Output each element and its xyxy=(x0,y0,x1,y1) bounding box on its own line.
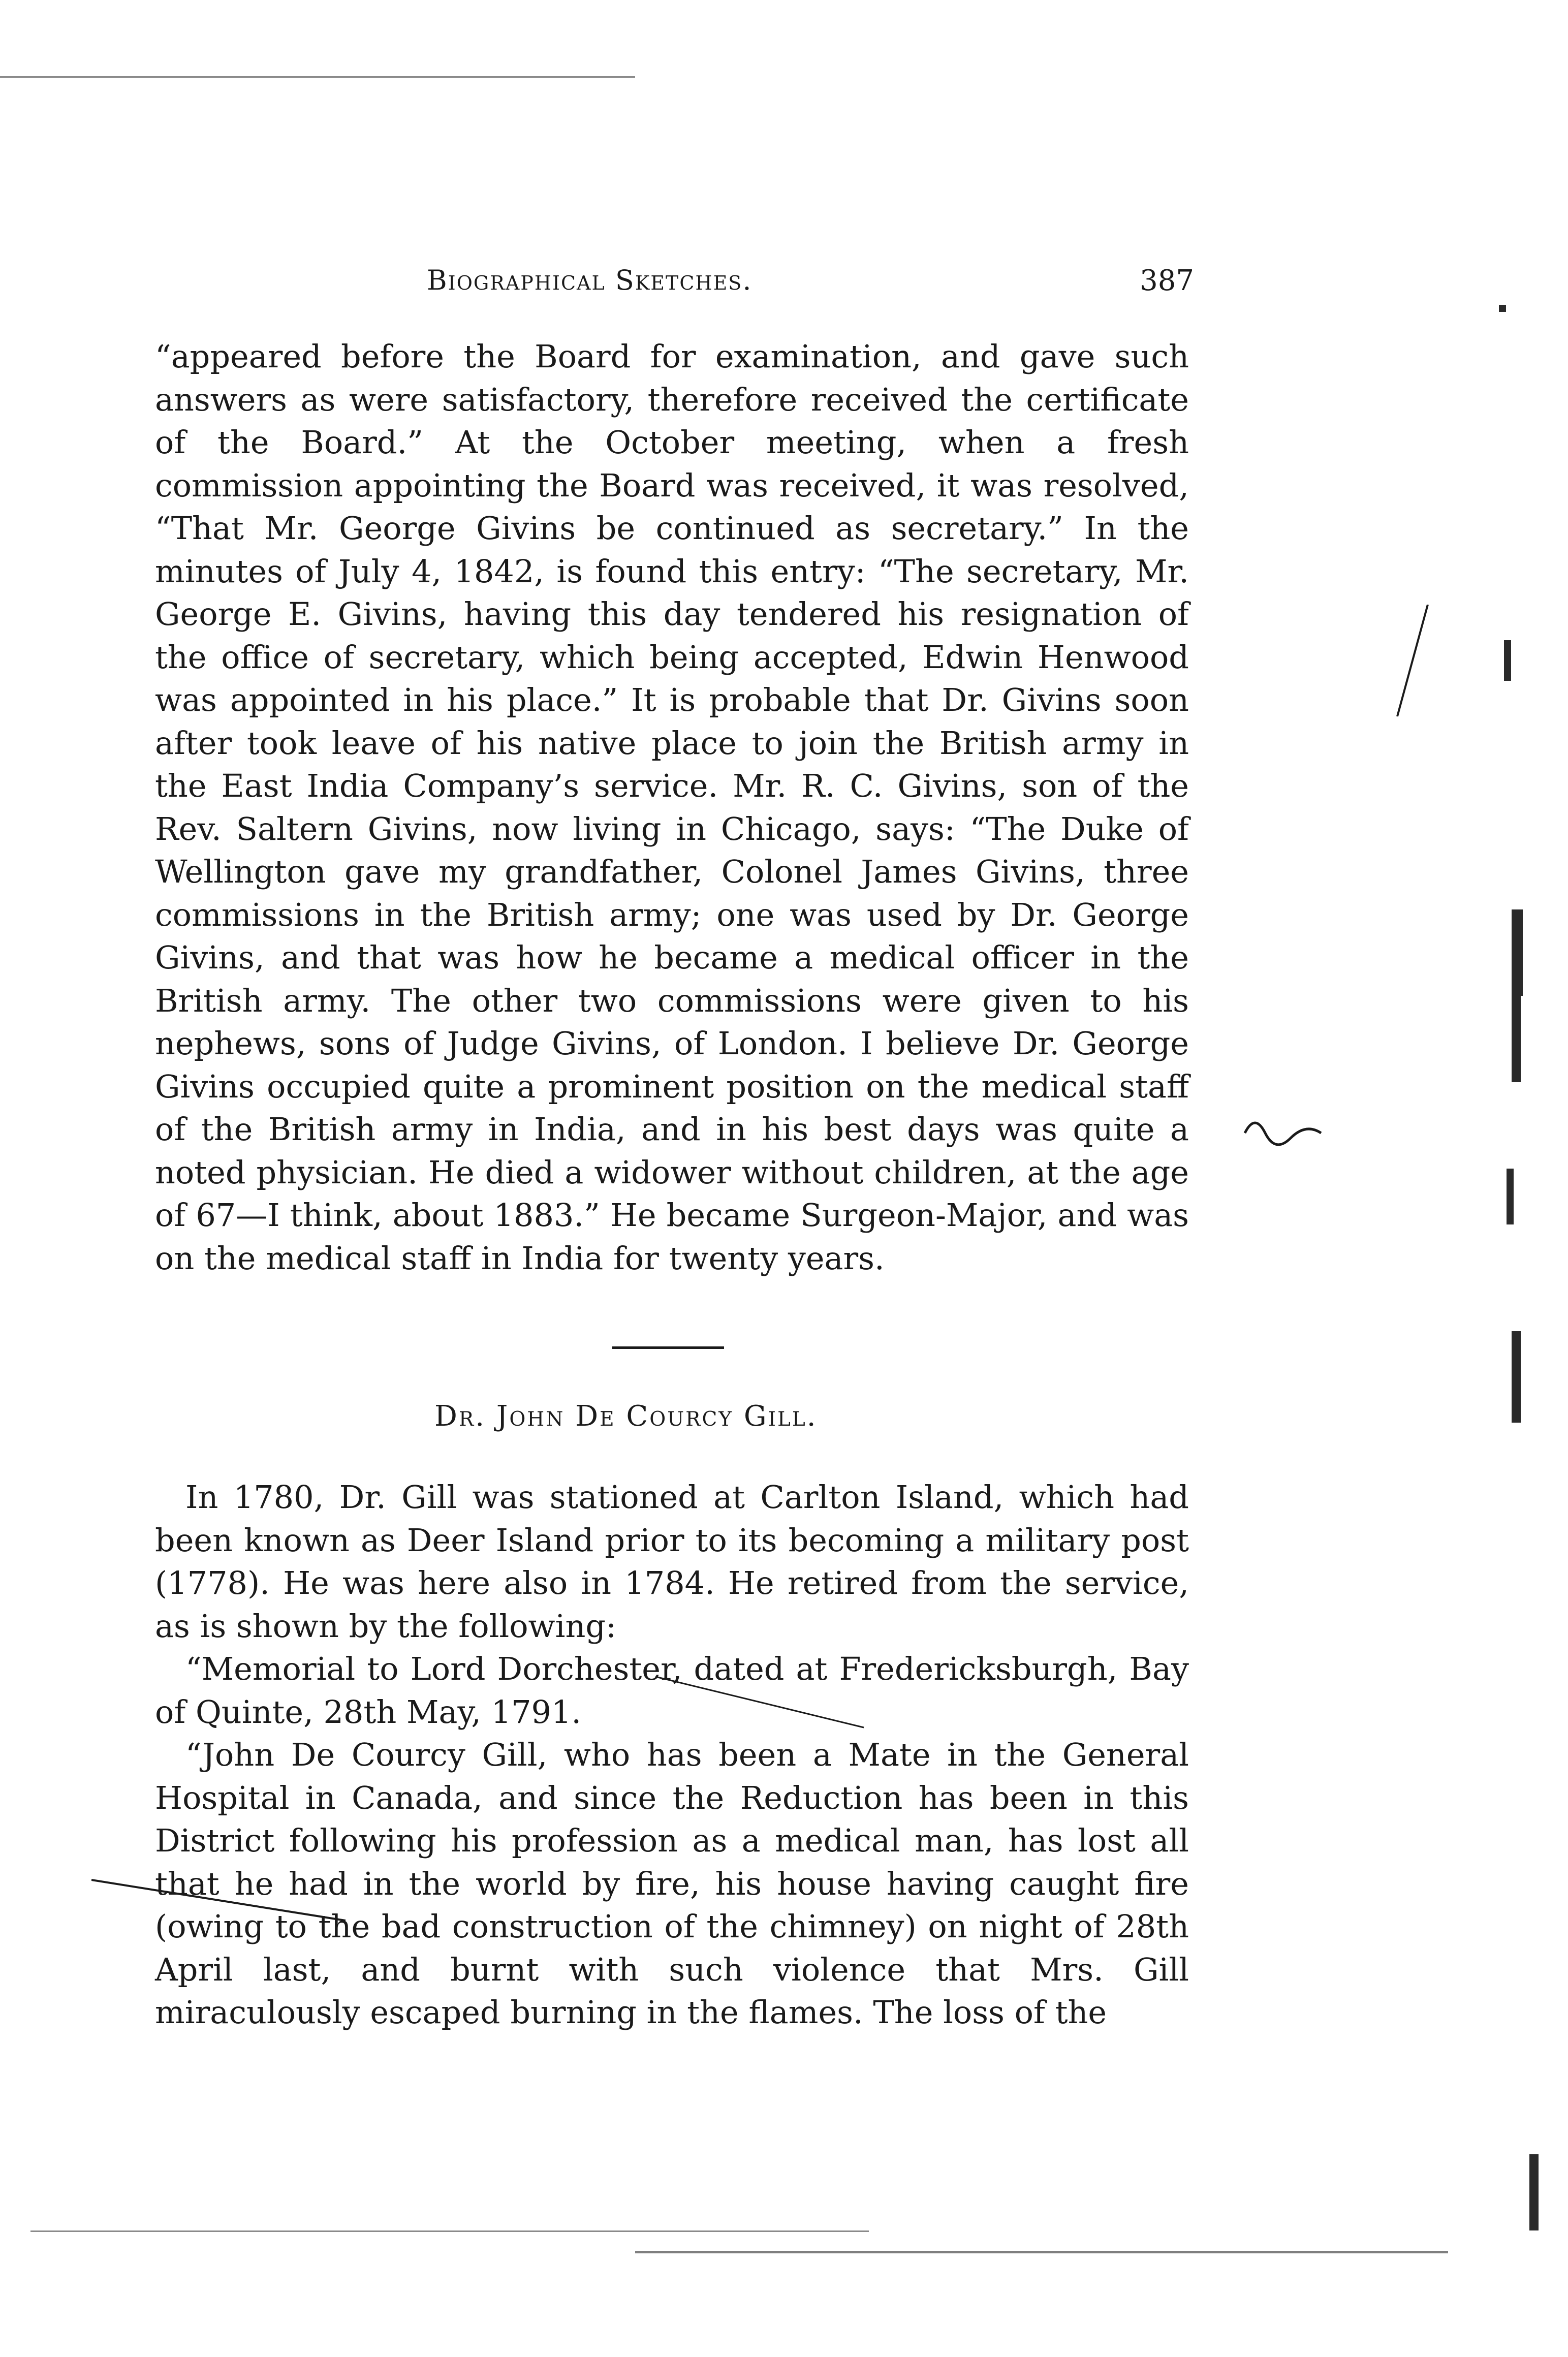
body-text-bottom xyxy=(155,1476,1189,2034)
scan-line-bottom-right xyxy=(635,2251,1448,2253)
pencil-line-annotation xyxy=(655,1672,869,1733)
paragraph: “appeared before the Board for examination, and gave such answers as were satisfactory, therefore received the certificate of the Board.” At the October meeting, when a fresh commission appointing the Board was received, it was resolved, “That Mr. George Givins be continued as secretary.” In the minutes of July 4, 1842, is found this entry: “The secretary, Mr. George E. Givins, having this day tendered his resignation of the office of secretary, which being accepted, Edwin Henwood was appointed in his place.” It is probable that Dr. Givins soon after took leave of his native place to join the British army in the East India Company’s service. Mr. R. C. Givins, son of the Rev. Saltern Givins, now living in Chicago, says: “The Duke of Wellington gave my grandfather, Colonel James Givins, three commissions in the British army; one was used by Dr. George Givins, and that was how he became a medical officer in the British army. The other two commissions were given to his nephews, sons of Judge Givins, of London. I believe Dr. George Givins occupied quite a prominent position on the medical staff of the British army in India, and in his best days was quite a noted physician. He died a widower without children, at the age of 67—I think, about 1883.” He became Surgeon-Major, and was on the medical staff in India for twenty years. xyxy=(155,338,1189,1277)
section-separator-rule xyxy=(612,1346,724,1349)
scan-line-top xyxy=(0,76,635,78)
binding-mark xyxy=(1507,1169,1514,1224)
body-text-top xyxy=(155,335,1189,1280)
page-number: 387 xyxy=(1140,264,1194,297)
pencil-slash-annotation xyxy=(1392,605,1433,721)
paragraph: “John De Courcy Gill, who has been a Mate in the General Hospital in Canada, and since the Reduction has been in this District following his profession as a medical man, has lost all that he had in the world by fire, his house having caught fire (owing to the bad construction of the chimney) on night of 28th April last, and burnt with such violence that Mrs. Gill miraculously escaped burning in the flames. The loss of the xyxy=(155,1736,1189,2031)
running-title: Biographical Sketches. xyxy=(427,264,752,296)
binding-mark xyxy=(1512,996,1521,1082)
pencil-squiggle-annotation xyxy=(1240,1103,1331,1164)
binding-mark xyxy=(1512,909,1523,996)
scan-line-bottom xyxy=(30,2230,869,2232)
pencil-line-annotation xyxy=(91,1870,356,1931)
binding-mark xyxy=(1504,640,1511,681)
running-header xyxy=(152,264,1194,305)
paragraph: “Memorial to Lord Dorchester, dated at Fredericksburgh, Bay of Quinte, 28th May, 1791. xyxy=(155,1650,1189,1731)
binding-mark xyxy=(1512,1331,1521,1423)
paragraph: In 1780, Dr. Gill was stationed at Carlton Island, which had been known as Deer Island prior to its becoming a military post (1778). He was here also in 1784. He retired from the service, as is shown by the following: xyxy=(155,1479,1189,1645)
section-heading: Dr. John De Courcy Gill. xyxy=(434,1400,818,1433)
binding-mark xyxy=(1529,2154,1539,2230)
binding-mark xyxy=(1499,305,1506,312)
